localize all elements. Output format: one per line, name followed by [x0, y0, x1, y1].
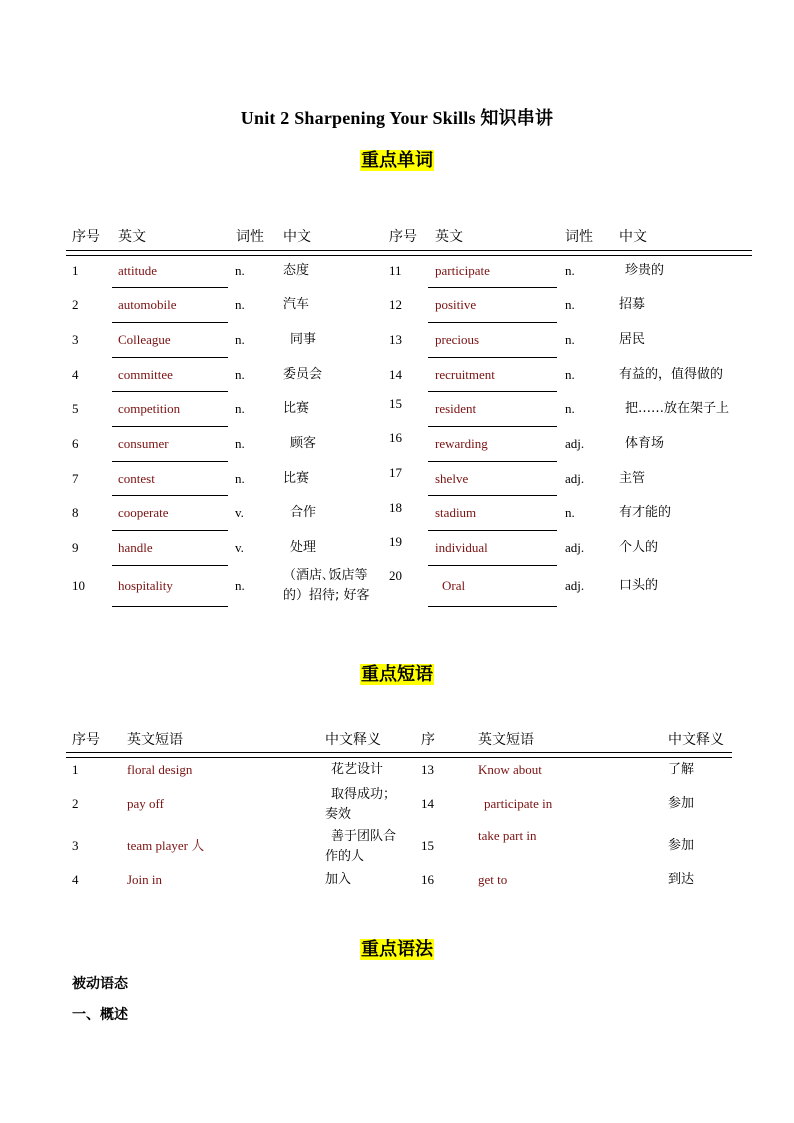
vocab-no: 4 [72, 367, 79, 382]
vocab-chinese: 招募 [619, 297, 646, 312]
vocab-pos: v. [235, 505, 244, 520]
header-double-rule [66, 250, 752, 256]
vocab-no: 12 [389, 297, 402, 312]
vocab-english: Oral [442, 578, 466, 593]
vocab-chinese: 主管 [619, 471, 646, 486]
vocab-english: participate [435, 263, 490, 278]
vocab-no: 5 [72, 401, 79, 416]
vocab-pos: v. [235, 540, 244, 555]
vocab-english: consumer [118, 436, 169, 451]
vocab-no: 19 [389, 534, 402, 549]
vocab-english: handle [118, 540, 153, 555]
vocab-underline [428, 287, 557, 288]
vocab-underline [112, 357, 228, 358]
vocab-header-cell: 序号 [389, 229, 417, 245]
phrase-no: 4 [72, 872, 79, 887]
vocab-pos: n. [565, 332, 575, 347]
vocab-pos: n. [235, 297, 245, 312]
vocab-chinese: 比赛 [283, 401, 310, 416]
vocab-underline [428, 357, 557, 358]
vocab-underline [112, 287, 228, 288]
vocab-underline [428, 322, 557, 323]
vocab-pos: adj. [565, 471, 585, 486]
phrase-english: team player 人 [127, 838, 205, 853]
vocab-underline [428, 495, 557, 496]
phrase-header-cell: 英文短语 [478, 732, 534, 748]
vocab-underline [428, 606, 557, 607]
phrase-english: take part in [478, 828, 537, 843]
vocab-english: hospitality [118, 578, 173, 593]
vocab-english: automobile [118, 297, 177, 312]
vocab-underline [112, 606, 228, 607]
vocab-header-cell: 序号 [72, 229, 100, 245]
vocab-chinese: 有才能的 [619, 505, 672, 520]
vocab-no: 8 [72, 505, 79, 520]
vocab-english: attitude [118, 263, 157, 278]
vocab-no: 2 [72, 297, 79, 312]
vocab-no: 14 [389, 367, 402, 382]
vocab-chinese: 合作 [290, 505, 317, 520]
vocab-no: 13 [389, 332, 402, 347]
vocab-chinese: 顾客 [290, 436, 317, 451]
vocab-english: cooperate [118, 505, 169, 520]
vocab-pos: n. [235, 578, 245, 593]
phrase-header-cell: 序号 [72, 732, 100, 748]
vocab-chinese: 态度 [283, 263, 310, 278]
vocab-pos: adj. [565, 436, 585, 451]
vocab-english: individual [435, 540, 488, 555]
vocab-underline [112, 426, 228, 427]
vocab-no: 15 [389, 396, 402, 411]
vocab-chinese: 汽车 [283, 297, 310, 312]
vocab-underline [112, 322, 228, 323]
vocab-header-cell: 中文 [283, 229, 311, 245]
phrase-chinese: 花艺设计 [331, 762, 384, 777]
phrase-english: get to [478, 872, 508, 887]
vocab-no: 18 [389, 500, 402, 515]
vocab-no: 16 [389, 430, 402, 445]
phrase-chinese: 到达 [668, 872, 695, 887]
vocab-english: competition [118, 401, 181, 416]
vocab-header-cell: 词性 [236, 229, 264, 245]
vocab-header-cell: 词性 [565, 229, 593, 245]
vocab-pos: n. [565, 263, 575, 278]
grammar-heading: 被动语态 [72, 976, 128, 992]
vocab-no: 3 [72, 332, 79, 347]
vocab-chinese: 个人的 [619, 540, 659, 555]
vocab-no: 9 [72, 540, 79, 555]
phrase-chinese: 取得成功；奏效 [325, 787, 397, 822]
vocab-chinese: 居民 [619, 332, 646, 347]
phrase-chinese: 了解 [668, 762, 695, 777]
vocab-pos: n. [235, 367, 245, 382]
vocab-chinese: 珍贵的 [625, 263, 665, 278]
vocab-english: recruitment [435, 367, 495, 382]
vocab-no: 11 [389, 263, 402, 278]
vocab-english: Colleague [118, 332, 171, 347]
vocab-underline [112, 391, 228, 392]
phrase-header-cell: 英文短语 [127, 732, 183, 748]
phrase-chinese: 参加 [668, 838, 695, 853]
vocab-pos: n. [565, 505, 575, 520]
phrase-header-cell: 中文释义 [668, 732, 724, 748]
vocab-pos: n. [235, 263, 245, 278]
phrase-no: 2 [72, 796, 79, 811]
vocab-pos: adj. [565, 578, 585, 593]
phrase-english: participate in [484, 796, 553, 811]
section-phrases-heading: 重点短语 [361, 664, 433, 685]
phrase-no: 15 [421, 838, 434, 853]
vocab-no: 6 [72, 436, 79, 451]
phrase-header-cell: 序 [421, 732, 435, 748]
vocab-chinese: （酒店､饭店等的）招待; 好客 [283, 568, 370, 603]
phrase-english: Know about [478, 762, 542, 777]
phrase-header-double-rule [66, 752, 732, 758]
vocab-english: committee [118, 367, 173, 382]
vocab-english: shelve [435, 471, 469, 486]
phrase-no: 16 [421, 872, 434, 887]
vocab-chinese: 处理 [290, 540, 317, 555]
vocab-pos: n. [565, 401, 575, 416]
section-grammar-heading: 重点语法 [361, 939, 433, 960]
vocab-chinese: 有益的，值得做的 [619, 367, 724, 382]
vocab-no: 7 [72, 471, 79, 486]
vocab-underline [112, 565, 228, 566]
vocab-pos: n. [235, 471, 245, 486]
vocab-chinese: 口头的 [619, 578, 659, 593]
phrase-no: 13 [421, 762, 434, 777]
phrase-header-cell: 中文释义 [325, 732, 381, 748]
vocab-underline [112, 495, 228, 496]
vocab-pos: n. [565, 297, 575, 312]
vocab-underline [428, 391, 557, 392]
section-vocab-heading: 重点单词 [361, 150, 433, 171]
vocab-pos: n. [235, 436, 245, 451]
vocab-english: stadium [435, 505, 477, 520]
vocab-underline [428, 565, 557, 566]
phrase-chinese: 加入 [325, 872, 352, 887]
vocab-underline [112, 461, 228, 462]
vocab-english: positive [435, 297, 477, 312]
vocab-underline [428, 461, 557, 462]
vocab-underline [428, 426, 557, 427]
grammar-subheading: 一、概述 [72, 1007, 128, 1023]
vocab-underline [112, 530, 228, 531]
vocab-chinese: 把……放在架子上 [625, 401, 730, 416]
phrase-english: Join in [127, 872, 163, 887]
vocab-chinese: 同事 [290, 332, 317, 347]
phrase-no: 14 [421, 796, 434, 811]
vocab-chinese: 体育场 [625, 436, 665, 451]
vocab-english: resident [435, 401, 477, 416]
phrase-no: 1 [72, 762, 79, 777]
vocab-no: 1 [72, 263, 79, 278]
phrase-no: 3 [72, 838, 79, 853]
page-title: Unit 2 Sharpening Your Skills 知识串讲 [240, 108, 554, 128]
vocab-chinese: 比赛 [283, 471, 310, 486]
vocab-chinese: 委员会 [283, 367, 323, 382]
vocab-pos: n. [565, 367, 575, 382]
phrase-chinese: 善于团队合作的人 [325, 829, 397, 864]
vocab-no: 17 [389, 465, 402, 480]
phrase-chinese: 参加 [668, 796, 695, 811]
vocab-no: 20 [389, 568, 402, 583]
vocab-pos: n. [235, 401, 245, 416]
vocab-pos: n. [235, 332, 245, 347]
vocab-header-cell: 英文 [118, 229, 146, 245]
vocab-header-cell: 英文 [435, 229, 463, 245]
vocab-underline [428, 530, 557, 531]
vocab-pos: adj. [565, 540, 585, 555]
vocab-english: precious [435, 332, 480, 347]
vocab-no: 10 [72, 578, 85, 593]
phrase-english: floral design [127, 762, 193, 777]
vocab-header-cell: 中文 [619, 229, 647, 245]
phrase-english: pay off [127, 796, 164, 811]
vocab-english: rewarding [435, 436, 488, 451]
vocab-english: contest [118, 471, 155, 486]
